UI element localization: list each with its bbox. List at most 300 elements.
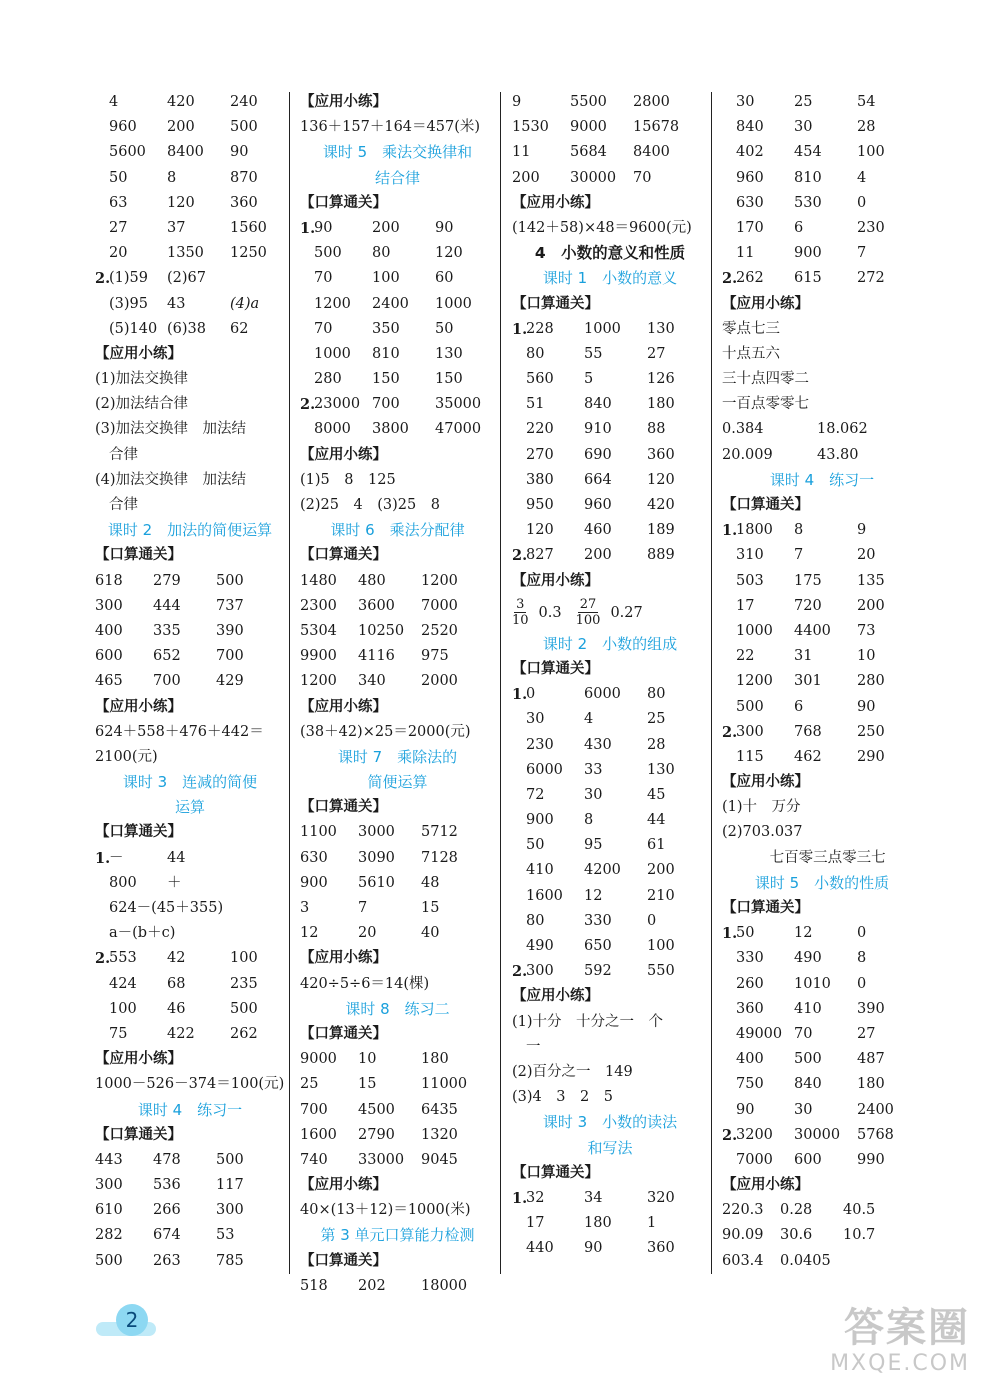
answer-value: 750 <box>736 1076 764 1093</box>
answer-value: 8400 <box>167 144 204 161</box>
answer-row <box>95 871 285 896</box>
answer-row <box>300 317 495 342</box>
answer-value: (6)38 <box>167 320 206 337</box>
answer-value: 266 <box>153 1202 181 1219</box>
answer-value: 20 <box>358 925 377 942</box>
answer-value: 63 <box>109 194 128 211</box>
answer-value: 0 <box>857 925 867 942</box>
answer-value: 6435 <box>421 1101 458 1118</box>
answer-value: 500 <box>95 1252 123 1269</box>
answer-row <box>722 1148 922 1173</box>
answer-row <box>722 191 922 216</box>
page-number-badge <box>96 1300 160 1340</box>
answer-value: 135 <box>857 572 885 589</box>
answer-value: 700 <box>216 648 244 665</box>
answer-value: 31 <box>794 648 813 665</box>
answer-value: 424 <box>109 975 137 992</box>
answer-value: 9 <box>857 522 867 539</box>
answer-value: 200 <box>857 597 885 614</box>
answer-value: 630 <box>736 194 764 211</box>
answer-row <box>722 644 922 669</box>
answer-row <box>300 846 495 871</box>
answer-value: 25 <box>300 1076 319 1093</box>
answer-row <box>512 1236 708 1261</box>
answer-row <box>300 644 495 669</box>
answer-value: 500 <box>736 698 764 715</box>
item-number: 1. <box>95 849 111 867</box>
answer-value: 9900 <box>300 648 337 665</box>
answer-value: 44 <box>167 849 186 866</box>
watermark-logo-text: 答案圈 <box>844 1305 970 1351</box>
answer-value: 18000 <box>421 1277 468 1294</box>
lesson-title: 和写法 <box>587 1138 633 1157</box>
answer-value: 300 <box>95 597 123 614</box>
section-header: 【应用小练】 <box>300 698 387 715</box>
answer-value: 320 <box>647 1189 675 1206</box>
answer-value: 1350 <box>167 245 204 262</box>
answer-value: 465 <box>95 673 123 690</box>
answer-row <box>512 733 708 758</box>
answer-value: 950 <box>526 497 554 513</box>
answer-value: 9 <box>512 94 522 110</box>
answer-row <box>95 140 285 165</box>
answer-row <box>722 1223 922 1248</box>
answer-row <box>95 997 285 1022</box>
lesson-title: 课时 2 加法的简便运算 <box>107 521 273 540</box>
answer-value: 8 <box>584 812 594 829</box>
answer-value: 80 <box>526 912 545 929</box>
answer-value: 117 <box>216 1177 244 1194</box>
answer-value: 664 <box>584 471 612 488</box>
answer-row <box>95 1249 285 1274</box>
answer-text: (2)百分之一 149 <box>512 1063 633 1080</box>
answer-value: 11 <box>736 245 755 262</box>
answer-value: 462 <box>794 748 822 765</box>
answer-value: 536 <box>153 1177 181 1194</box>
answer-value: 454 <box>794 144 822 161</box>
answer-value: 8 <box>857 950 867 967</box>
answer-value: 35000 <box>435 396 482 413</box>
answer-value: 889 <box>647 547 675 564</box>
answer-row <box>300 896 495 921</box>
answer-value: 9045 <box>421 1151 458 1168</box>
section-header: 【口算通关】 <box>722 900 809 916</box>
item-number: 2. <box>722 723 738 741</box>
answer-value: 4 <box>857 169 867 186</box>
answer-value: 674 <box>153 1227 181 1244</box>
answer-value: 6000 <box>526 761 563 778</box>
item-number: 1. <box>300 219 316 237</box>
answer-value: 27 <box>647 345 666 362</box>
answer-value: 230 <box>526 736 554 753</box>
answer-value: 6 <box>794 698 804 715</box>
answer-row <box>722 695 922 720</box>
answer-value: 7000 <box>736 1151 773 1168</box>
answer-value: 490 <box>794 950 822 967</box>
answer-row <box>95 317 285 342</box>
answer-row <box>512 367 708 392</box>
answer-value: 28 <box>647 736 666 753</box>
item-number: 1. <box>722 522 738 540</box>
answer-value: 80 <box>526 345 545 362</box>
answer-value: 30 <box>794 1101 813 1118</box>
lesson-title: 课时 3 连减的简便 <box>122 773 258 792</box>
answer-text: (4)加法交换律 加法结 <box>95 471 247 488</box>
answer-value: 100 <box>109 1000 137 1017</box>
answer-value: 8400 <box>633 144 670 161</box>
item-number: 1. <box>512 1189 528 1207</box>
answer-value: (4)a <box>230 295 260 312</box>
lesson-title: 课时 6 乘法分配律 <box>330 521 465 540</box>
answer-value: 4116 <box>358 648 395 665</box>
answer-row <box>722 946 922 971</box>
answer-value: 444 <box>153 597 181 614</box>
answer-row <box>722 921 922 946</box>
answer-value: 100 <box>647 938 675 954</box>
answer-value: 410 <box>794 1000 822 1017</box>
answer-row <box>95 846 285 871</box>
answer-value: 7128 <box>421 849 458 866</box>
section-header: 【应用小练】 <box>300 1177 387 1194</box>
answer-row <box>512 909 708 934</box>
answer-row <box>512 443 708 468</box>
answer-value: 5304 <box>300 622 337 639</box>
section-header: 【应用小练】 <box>512 194 599 211</box>
answer-value: 263 <box>153 1252 181 1269</box>
answer-value: 720 <box>794 597 822 614</box>
lesson-title: 课时 2 小数的组成 <box>542 634 678 653</box>
answer-text: 一 <box>526 1038 541 1055</box>
answer-row <box>722 972 922 997</box>
answer-value: 37 <box>167 219 186 236</box>
answer-value: 280 <box>314 371 342 388</box>
answer-value: 20 <box>109 245 128 262</box>
answer-value: 550 <box>647 963 675 980</box>
answer-value: 1000 <box>584 320 621 337</box>
answer-value: 900 <box>794 245 822 262</box>
answer-row <box>95 266 285 291</box>
answer-value: 90 <box>584 1240 603 1257</box>
answer-value: 7 <box>857 245 867 262</box>
answer-row <box>300 1274 495 1299</box>
answer-text: 420÷5÷6＝14(棵) <box>300 975 430 992</box>
answer-value: 25 <box>647 711 666 728</box>
answer-value: 70 <box>794 1025 813 1042</box>
answer-value: 18.062 <box>817 421 868 438</box>
answer-row <box>95 1223 285 1248</box>
lesson-title: 课时 3 小数的读法 <box>542 1113 678 1132</box>
answer-value: 30.6 <box>780 1227 813 1244</box>
answer-value: 1200 <box>421 572 458 589</box>
answer-value: 480 <box>358 572 386 589</box>
answer-value: 443 <box>95 1151 123 1168</box>
answer-value: 180 <box>857 1076 885 1093</box>
answer-value: 8000 <box>314 421 351 438</box>
answer-value: 80 <box>647 686 666 703</box>
answer-value: 130 <box>647 320 675 337</box>
answer-value: 610 <box>95 1202 123 1219</box>
answer-value: 300 <box>216 1202 244 1219</box>
answer-value: 75 <box>109 1025 128 1042</box>
answer-value: 175 <box>794 572 822 589</box>
answer-value: 11 <box>512 144 531 161</box>
answer-row <box>512 858 708 883</box>
answer-value: 690 <box>584 446 612 463</box>
answer-row <box>300 392 495 417</box>
answer-value: 530 <box>794 194 822 211</box>
answer-value: 50 <box>526 837 545 854</box>
answer-value: 1320 <box>421 1126 458 1143</box>
answer-value: 262 <box>230 1025 258 1042</box>
answer-value: 553 <box>109 950 137 967</box>
section-header: 【应用小练】 <box>300 950 387 967</box>
answer-value: 90 <box>230 144 249 161</box>
answer-row <box>95 594 285 619</box>
answer-column-2 <box>300 90 495 1294</box>
answer-row <box>722 417 922 442</box>
answer-value: 2790 <box>358 1126 395 1143</box>
answer-row <box>95 644 285 669</box>
watermark <box>790 1305 970 1385</box>
answer-value: 650 <box>584 938 612 954</box>
answer-column-4 <box>722 90 922 1276</box>
answer-row <box>722 669 922 694</box>
answer-row <box>300 266 495 291</box>
unit-title: 4 小数的意义和性质 <box>534 244 686 263</box>
answer-row <box>722 1047 922 1072</box>
answer-value: 500 <box>314 245 342 262</box>
fraction <box>512 597 529 628</box>
answer-value: 120 <box>647 471 675 488</box>
section-header: 【口算通关】 <box>512 1164 599 1181</box>
answer-value: 17 <box>526 1215 545 1232</box>
section-header: 【应用小练】 <box>722 774 809 791</box>
answer-value: 335 <box>153 622 181 639</box>
answer-row <box>512 808 708 833</box>
answer-row <box>300 1148 495 1173</box>
answer-text: 1000－526－374＝100(元) <box>95 1076 285 1093</box>
lesson-title: 结合律 <box>374 168 420 187</box>
answer-value: 1200 <box>736 673 773 690</box>
answer-value: 518 <box>300 1277 328 1294</box>
answer-value: 2400 <box>372 295 409 312</box>
answer-value: 1800 <box>736 522 773 539</box>
decimal-value: 0.3 <box>538 604 562 621</box>
answer-value: 150 <box>372 371 400 388</box>
answer-value: 47000 <box>435 421 482 438</box>
lesson-title: 第 3 单元口算能力检测 <box>320 1226 475 1245</box>
answer-value: 3600 <box>358 597 395 614</box>
answer-row <box>512 758 708 783</box>
answer-value: 7 <box>794 547 804 564</box>
answer-row <box>95 166 285 191</box>
answer-text: 624－(45＋355) <box>109 900 224 916</box>
answer-value: 250 <box>857 723 885 740</box>
section-header: 【口算通关】 <box>300 547 387 564</box>
answer-row <box>722 720 922 745</box>
answer-row <box>512 543 708 568</box>
answer-row <box>722 216 922 241</box>
answer-value: 700 <box>372 396 400 413</box>
answer-value: 90 <box>857 698 876 715</box>
answer-value: 420 <box>647 497 675 513</box>
answer-value: 3 <box>300 900 310 916</box>
answer-value: 429 <box>216 673 244 690</box>
answer-value: 768 <box>794 723 822 740</box>
answer-row <box>722 90 922 115</box>
answer-value: 220.3 <box>722 1202 764 1219</box>
answer-value: 1600 <box>526 887 563 904</box>
answer-value: 51 <box>526 396 545 413</box>
lesson-title: 课时 4 练习一 <box>769 470 875 489</box>
answer-value: 70 <box>314 320 333 337</box>
answer-row <box>512 392 708 417</box>
answer-row <box>512 833 708 858</box>
answer-value: 827 <box>526 547 554 564</box>
lesson-title: 课时 1 小数的意义 <box>542 269 678 288</box>
answer-value: 33000 <box>358 1151 405 1168</box>
answer-value: 592 <box>584 963 612 980</box>
lesson-title: 课时 5 乘法交换律和 <box>322 143 473 162</box>
answer-value: 100 <box>372 270 400 287</box>
answer-row <box>512 417 708 442</box>
answer-value: 4 <box>109 94 119 110</box>
answer-row <box>722 1098 922 1123</box>
section-header: 【应用小练】 <box>95 345 182 362</box>
section-header: 【应用小练】 <box>300 446 387 463</box>
answer-value: 9000 <box>570 119 607 136</box>
answer-value: 72 <box>526 786 545 803</box>
answer-value: 23000 <box>314 396 361 413</box>
section-header: 【口算通关】 <box>95 547 182 564</box>
answer-value: 11000 <box>421 1076 468 1093</box>
answer-value: 2300 <box>300 597 337 614</box>
answer-value: 1000 <box>314 345 351 362</box>
answer-text: 十点五六 <box>722 345 780 362</box>
answer-value: 0 <box>647 912 657 929</box>
answer-row <box>512 934 708 959</box>
answer-value: (1)59 <box>109 270 148 287</box>
answer-value: 400 <box>736 1051 764 1068</box>
answer-value: 170 <box>736 219 764 236</box>
section-header: 【应用小练】 <box>95 1051 182 1068</box>
answer-row <box>300 342 495 367</box>
item-number: 2. <box>95 950 111 968</box>
answer-value: 43 <box>167 295 186 312</box>
answer-value: 560 <box>526 371 554 388</box>
answer-value: 20.009 <box>722 446 773 463</box>
answer-value: 17 <box>736 597 755 614</box>
answer-value: 487 <box>857 1051 885 1068</box>
answer-value: 130 <box>647 761 675 778</box>
answer-value: 12 <box>300 925 319 942</box>
fraction-numerator: 27 <box>579 597 597 613</box>
answer-value: 15 <box>421 900 440 916</box>
answer-value: － <box>109 849 124 866</box>
answer-value: 68 <box>167 975 186 992</box>
answer-row <box>300 1047 495 1072</box>
answer-value: 390 <box>216 622 244 639</box>
answer-value: 1600 <box>300 1126 337 1143</box>
answer-row <box>95 1022 285 1047</box>
answer-value: 1100 <box>300 824 337 841</box>
answer-row <box>300 216 495 241</box>
answer-value: 300 <box>526 963 554 980</box>
answer-value: 960 <box>109 119 137 136</box>
lesson-title: 课时 4 练习一 <box>137 1100 243 1119</box>
answer-value: 420 <box>167 94 195 110</box>
answer-value: 360 <box>647 1240 675 1257</box>
answer-value: 262 <box>736 270 764 287</box>
item-number: 2. <box>300 396 316 414</box>
answer-value: 1560 <box>230 219 267 236</box>
answer-value: 5684 <box>570 144 607 161</box>
answer-value: 330 <box>584 912 612 929</box>
answer-text: a－(b＋c) <box>109 925 176 942</box>
item-number: 1. <box>512 320 528 338</box>
answer-row <box>95 115 285 140</box>
section-header: 【口算通关】 <box>512 660 599 677</box>
answer-value: 4200 <box>584 862 621 879</box>
answer-value: 60 <box>435 270 454 287</box>
answer-value: 12 <box>794 925 813 942</box>
answer-value: 1000 <box>435 295 472 312</box>
answer-value: 73 <box>857 622 876 639</box>
answer-value: (3)95 <box>109 295 148 312</box>
answer-value: 5712 <box>421 824 458 841</box>
answer-row <box>300 1098 495 1123</box>
section-header: 【口算通关】 <box>300 194 387 211</box>
answer-value: 1250 <box>230 245 267 262</box>
answer-value: 80 <box>372 245 391 262</box>
answer-row <box>300 417 495 442</box>
fraction-denominator: 100 <box>575 613 601 629</box>
answer-value: 30000 <box>794 1126 841 1143</box>
answer-value: 500 <box>216 1151 244 1168</box>
answer-value: 2000 <box>421 673 458 690</box>
section-header: 【应用小练】 <box>300 94 387 110</box>
answer-column-3 <box>512 90 708 1276</box>
answer-row <box>300 669 495 694</box>
answer-text: (2)703.037 <box>722 824 803 841</box>
answer-text: (2)加法结合律 <box>95 396 189 413</box>
answer-value: 900 <box>526 812 554 829</box>
answer-value: 115 <box>736 748 764 765</box>
answer-row <box>512 1211 708 1236</box>
answer-value: 410 <box>526 862 554 879</box>
answer-row <box>722 569 922 594</box>
item-number: 2. <box>95 270 111 288</box>
answer-row <box>722 619 922 644</box>
section-header: 【应用小练】 <box>95 698 182 715</box>
lesson-title: 运算 <box>174 798 205 817</box>
answer-value: 46 <box>167 1000 186 1017</box>
answer-row <box>722 543 922 568</box>
answer-value: 390 <box>857 1000 885 1017</box>
answer-value: 290 <box>857 748 885 765</box>
column-divider <box>289 92 290 1274</box>
answer-value: 15678 <box>633 119 680 136</box>
answer-row <box>512 518 708 543</box>
answer-value: 272 <box>857 270 885 287</box>
answer-row <box>722 518 922 543</box>
column-divider <box>500 92 501 1274</box>
answer-value: 10.7 <box>843 1227 876 1244</box>
answer-value: 120 <box>435 245 463 262</box>
answer-value: 30 <box>584 786 603 803</box>
lesson-title: 课时 5 小数的性质 <box>754 873 890 892</box>
answer-value: 49000 <box>736 1025 783 1042</box>
